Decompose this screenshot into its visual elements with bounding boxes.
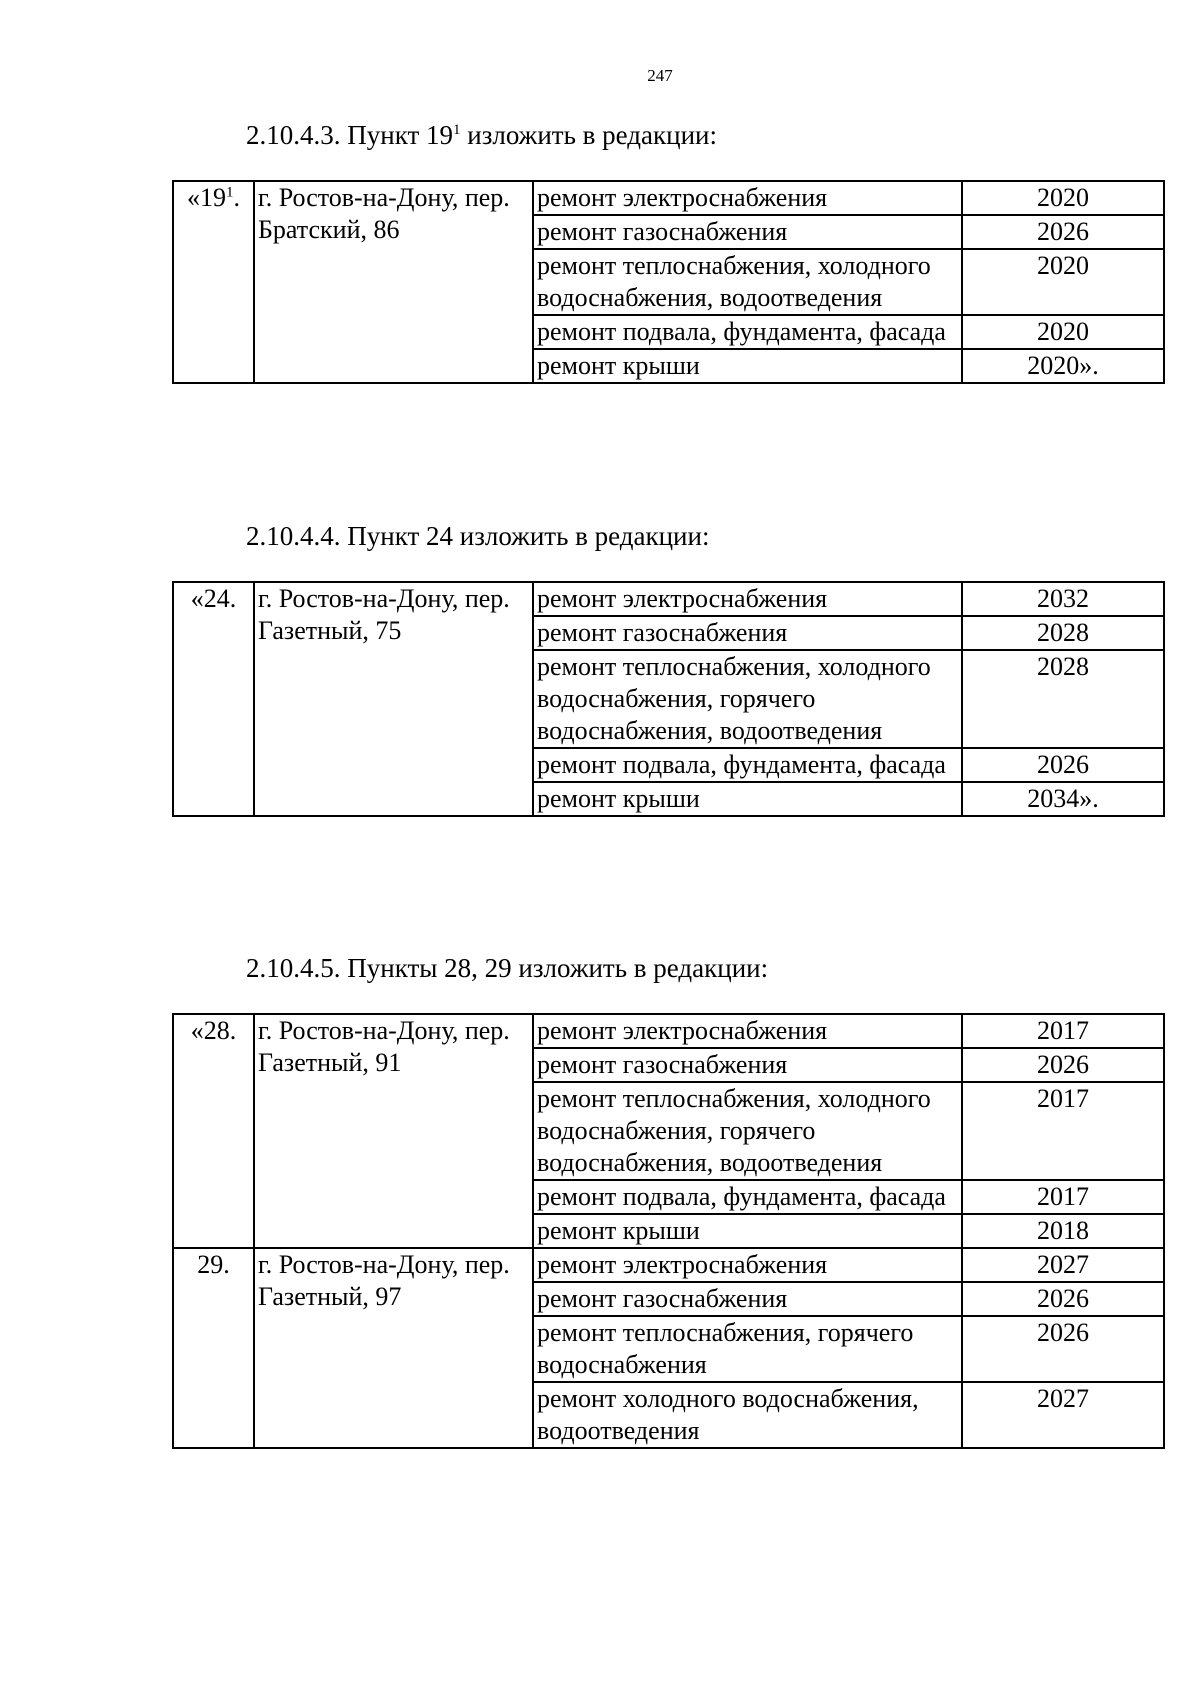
work-year: 2020	[962, 249, 1164, 315]
work-year: 2026	[962, 1048, 1164, 1082]
work-year: 2028	[962, 650, 1164, 748]
work-year: 2017	[962, 1082, 1164, 1180]
table-row	[173, 181, 1164, 215]
work-type: ремонт газоснабжения	[533, 1282, 962, 1316]
work-year: 2020	[962, 315, 1164, 349]
work-type: ремонт крыши	[533, 349, 962, 383]
work-type: ремонт крыши	[533, 1214, 962, 1248]
work-year: 2026	[962, 748, 1164, 782]
item-address: г. Ростов-на-Дону, пер. Газетный, 75	[254, 582, 533, 816]
work-year: 2034».	[962, 782, 1164, 816]
table-row	[173, 582, 1164, 616]
item-address: г. Ростов-на-Дону, пер. Газетный, 91	[254, 1014, 533, 1248]
work-year: 2032	[962, 582, 1164, 616]
work-year: 2027	[962, 1248, 1164, 1282]
heading-text-rest: изложить в редакции:	[460, 120, 717, 150]
work-type: ремонт теплоснабжения, холодного водоснабжения, горячего водоснабжения, водоотведения	[533, 1082, 962, 1180]
item-number: «24.	[173, 582, 254, 816]
work-type: ремонт теплоснабжения, холодного водоснабжения, горячего водоснабжения, водоотведения	[533, 650, 962, 748]
work-year: 2026	[962, 1282, 1164, 1316]
work-type: ремонт подвала, фундамента, фасада	[533, 315, 962, 349]
work-type: ремонт электроснабжения	[533, 1014, 962, 1048]
work-year: 2017	[962, 1180, 1164, 1214]
work-year: 2027	[962, 1382, 1164, 1448]
work-year: 2026	[962, 1316, 1164, 1382]
work-type: ремонт электроснабжения	[533, 181, 962, 215]
item-number: «28.	[173, 1014, 254, 1248]
item-number: «$19^1$.	[173, 181, 254, 383]
work-type: ремонт крыши	[533, 782, 962, 816]
work-type: ремонт подвала, фундамента, фасада	[533, 1180, 962, 1214]
work-type: ремонт газоснабжения	[533, 1048, 962, 1082]
item-number: 29.	[173, 1248, 254, 1448]
work-year: 2026	[962, 215, 1164, 249]
work-year: 2020	[962, 181, 1164, 215]
table-row	[173, 1248, 1164, 1282]
work-type: ремонт электроснабжения	[533, 582, 962, 616]
table-section-2	[172, 581, 1165, 817]
page-number: 247	[647, 66, 673, 85]
table-section-1	[172, 180, 1165, 384]
work-type: ремонт газоснабжения	[533, 215, 962, 249]
work-type: ремонт электроснабжения	[533, 1248, 962, 1282]
work-year: 2020».	[962, 349, 1164, 383]
section-heading-2-10-4-3	[246, 119, 717, 151]
table-row	[173, 1014, 1164, 1048]
heading-text: 2.10.4.3. Пункт 19	[246, 120, 454, 150]
work-type: ремонт газоснабжения	[533, 616, 962, 650]
heading-superscript: 1	[453, 122, 461, 138]
work-year: 2017	[962, 1014, 1164, 1048]
work-type: ремонт теплоснабжения, горячего водоснабжения	[533, 1316, 962, 1382]
work-type: ремонт теплоснабжения, холодного водоснабжения, водоотведения	[533, 249, 962, 315]
item-address: г. Ростов-на-Дону, пер. Братский, 86	[254, 181, 533, 383]
table-section-3	[172, 1013, 1165, 1449]
section-heading-2-10-4-5: 2.10.4.5. Пункты 28, 29 изложить в редакции:	[246, 953, 769, 983]
section-heading-2-10-4-4: 2.10.4.4. Пункт 24 изложить в редакции:	[246, 521, 710, 551]
work-type: ремонт холодного водоснабжения, водоотведения	[533, 1382, 962, 1448]
work-year: 2028	[962, 616, 1164, 650]
item-address: г. Ростов-на-Дону, пер. Газетный, 97	[254, 1248, 533, 1448]
work-type: ремонт подвала, фундамента, фасада	[533, 748, 962, 782]
work-year: 2018	[962, 1214, 1164, 1248]
